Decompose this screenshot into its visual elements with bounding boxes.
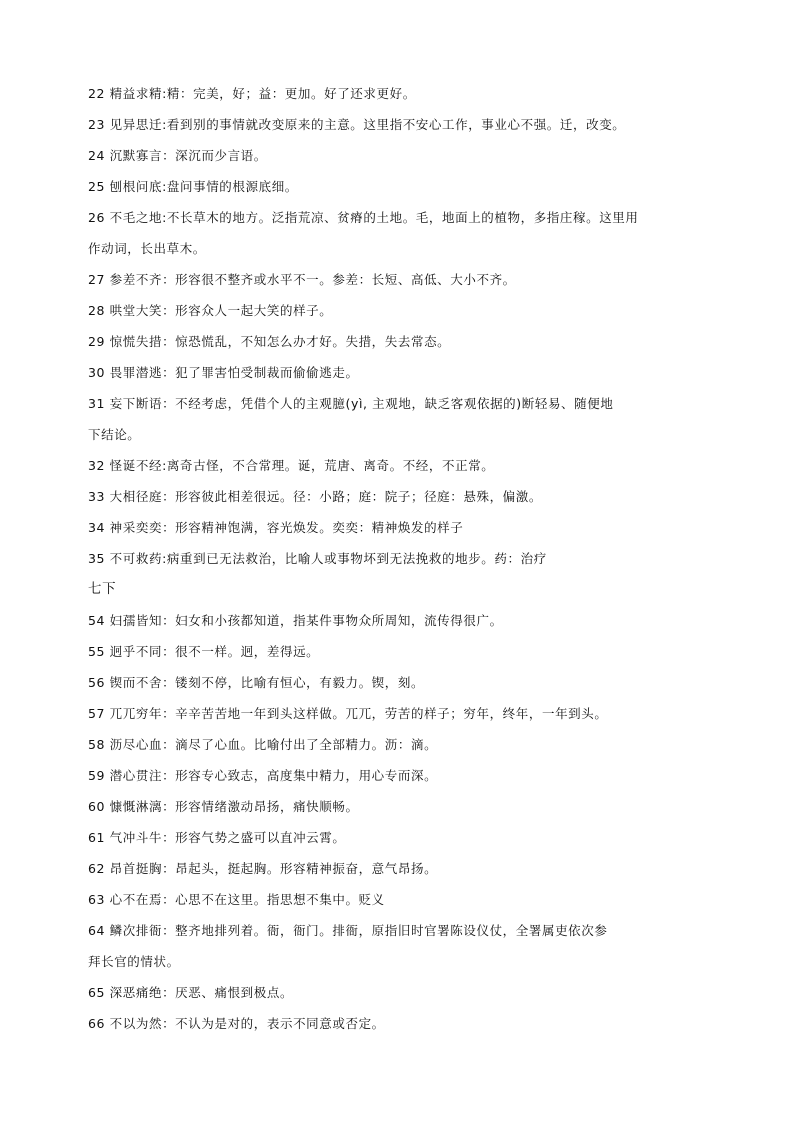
entry-32: 32 怪诞不经:离奇古怪，不合常理。诞，荒唐、离奇。不经，不正常。 (88, 458, 495, 473)
entry-63: 63 心不在焉：心思不在这里。指思想不集中。贬义 (88, 892, 385, 907)
entry-57: 57 兀兀穷年：辛辛苦苦地一年到头这样做。兀兀，劳苦的样子；穷年，终年，一年到头。 (88, 706, 608, 721)
entry-24: 24 沉默寡言：深沉而少言语。 (88, 148, 267, 163)
entry-35: 35 不可救药:病重到已无法救治，比喻人或事物坏到无法挽救的地步。药：治疗 (88, 551, 547, 566)
entry-58: 58 沥尽心血：滴尽了心血。比喻付出了全部精力。沥：滴。 (88, 737, 438, 752)
entry-33: 33 大相径庭：形容彼此相差很远。径：小路；庭：院子；径庭：悬殊，偏激。 (88, 489, 542, 504)
entry-34: 34 神采奕奕：形容精神饱满，容光焕发。奕奕：精神焕发的样子 (88, 520, 464, 535)
entry-22: 22 精益求精:精：完美，好；益：更加。好了还求更好。 (88, 86, 416, 101)
entry-54: 54 妇孺皆知：妇女和小孩都知道，指某件事物众所周知，流传得很广。 (88, 613, 503, 628)
entry-55: 55 迥乎不同：很不一样。迥，差得远。 (88, 644, 320, 659)
entry-64-cont: 拜长官的情状。 (88, 954, 180, 969)
entry-26: 26 不毛之地:不长草木的地方。泛指荒凉、贫瘠的土地。毛，地面上的植物，多指庄稼。这里用 (88, 210, 639, 225)
entry-60: 60 慷慨淋漓：形容情绪激动昂扬，痛快顺畅。 (88, 799, 359, 814)
entry-29: 29 惊慌失措：惊恐慌乱，不知怎么办才好。失措，失去常态。 (88, 334, 451, 349)
entry-66: 66 不以为然：不认为是对的，表示不同意或否定。 (88, 1016, 385, 1031)
entry-61: 61 气冲斗牛：形容气势之盛可以直冲云霄。 (88, 830, 346, 845)
entry-64: 64 鳞次排衙：整齐地排列着。衙，衙门。排衙，原指旧时官署陈设仪仗，全署属吏依次参 (88, 923, 608, 938)
entry-59: 59 潜心贯注：形容专心致志，高度集中精力，用心专而深。 (88, 768, 438, 783)
entry-26-cont: 作动词，长出草木。 (88, 241, 206, 256)
entry-62: 62 昂首挺胸：昂起头，挺起胸。形容精神振奋，意气昂扬。 (88, 861, 438, 876)
entry-30: 30 畏罪潜逃：犯了罪害怕受制裁而偷偷逃走。 (88, 365, 359, 380)
entry-65: 65 深恶痛绝：厌恶、痛恨到极点。 (88, 985, 294, 1000)
entry-28: 28 哄堂大笑：形容众人一起大笑的样子。 (88, 303, 333, 318)
document-body (88, 78, 718, 1039)
entry-31: 31 妄下断语：不经考虑，凭借个人的主观臆(yì, 主观地，缺乏客观依据的)断轻易、随便地 (88, 396, 614, 411)
entry-27: 27 参差不齐：形容很不整齐或水平不一。参差：长短、高低、大小不齐。 (88, 272, 516, 287)
entry-25: 25 刨根问底:盘问事情的根源底细。 (88, 179, 298, 194)
entry-56: 56 锲而不舍：镂刻不停，比喻有恒心，有毅力。锲，刻。 (88, 675, 425, 690)
entry-23: 23 见异思迁:看到别的事情就改变原来的主意。这里指不安心工作，事业心不强。迁，改变。 (88, 117, 626, 132)
section-heading: 七下 (88, 581, 117, 597)
entry-31-cont: 下结论。 (88, 427, 141, 442)
